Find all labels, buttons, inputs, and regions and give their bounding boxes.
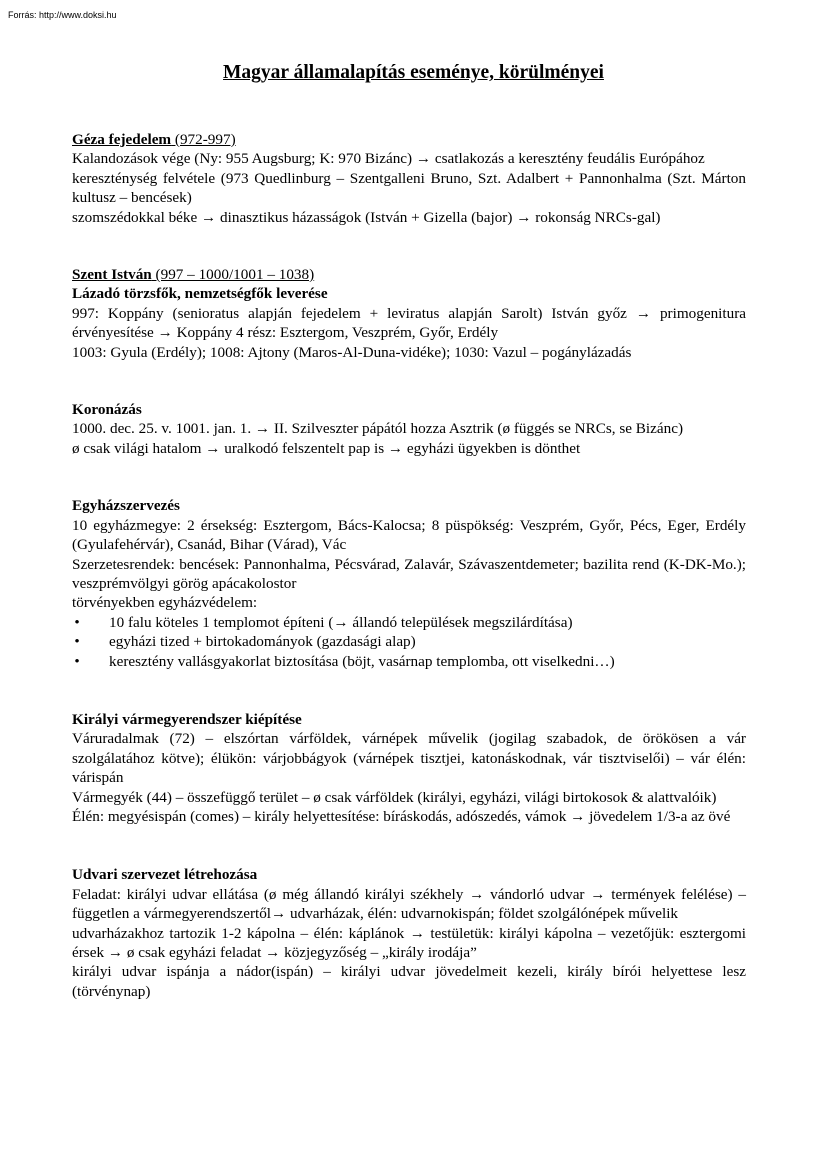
paragraph: Feladat: királyi udvar ellátása (ø még állandó királyi székhely → vándorló udvar → termények felélése) – független a vármegyerendszertől→ udvarházak, élén: udvarnokispán; földet szolgálónépek művelik (72, 885, 746, 923)
paragraph: ø csak világi hatalom → uralkodó felszentelt pap is → egyházi ügyekben is dönthet (72, 439, 581, 457)
list-item (72, 613, 746, 632)
section-koronazas (72, 400, 746, 458)
paragraph: 1003: Gyula (Erdély); 1008: Ajtony (Maros-Al-Duna-vidéke); 1030: Vazul – pogánylázadás (72, 343, 632, 361)
paragraph: Szerzetesrendek: bencések: Pannonhalma, Pécsvárad, Zalavár, Szávaszentdemeter; bazilita rend (K-DK-Mo.); veszprémvölgyi görög apácakolostor (72, 555, 746, 592)
section-heading-istvan (72, 265, 746, 284)
list-item-text: 10 falu köteles 1 templomot építeni (→ állandó települések megszilárdítása) (109, 613, 573, 631)
list-item-text: egyházi tized + birtokadományok (gazdasági alap) (109, 633, 416, 651)
subheading: Lázadó törzsfők, nemzetségfők leverése (72, 285, 328, 303)
heading-dates: (997 – 1000/1001 – 1038) (151, 266, 315, 284)
paragraph: udvarházakhoz tartozik 1-2 kápolna – élén: káplánok → testületük: királyi kápolna – vezetőjük: esztergomi érsek → ø csak egyházi feladat → közjegyzőség – „király irodája” (72, 924, 746, 961)
paragraph: Vármegyék (44) – összefüggő terület – ø csak várföldek (királyi, egyházi, világi birtokosok & alattvalóik) (72, 788, 717, 806)
section-udvar (72, 865, 746, 1001)
paragraph: 10 egyházmegye: 2 érsekség: Esztergom, Bács-Kalocsa; 8 püspökség: Veszprém, Győr, Pécs, Eger, Erdély (Gyulafehérvár), Csanád, Bihar (Várad), Vác (72, 516, 746, 554)
paragraph: 997: Koppány (senioratus alapján fejedelem + leviratus alapján Sarolt) István győz → primogenitura érvényesítése → Koppány 4 rész: Esztergom, Veszprém, Győr, Erdély (72, 304, 746, 342)
paragraph: Kalandozások vége (Ny: 955 Augsburg; K: 970 Bizánc) → csatlakozás a keresztény feudális Európához (72, 150, 705, 168)
paragraph: Élén: megyésispán (comes) – király helyettesítése: bíráskodás, adószedés, vámok → jövedelem 1/3-a az övé (72, 807, 731, 825)
section-istvan (72, 265, 746, 362)
paragraph: 1000. dec. 25. v. 1001. jan. 1. → II. Szilveszter pápától hozza Asztrik (ø függés se NRCs, se Bizánc) (72, 420, 684, 438)
source-note: Forrás: http://www.doksi.hu (8, 10, 117, 20)
section-heading-varmegye: Királyi vármegyerendszer kiépítése (72, 710, 302, 728)
section-heading-geza (72, 130, 746, 149)
bullet-list (72, 613, 746, 671)
list-item (72, 652, 746, 671)
page-title: Magyar államalapítás eseménye, körülményei (223, 62, 604, 83)
section-egyhazszervezes (72, 496, 746, 671)
list-item-text: keresztény vallásgyakorlat biztosítása (böjt, vasárnap templomba, ott viselkedni…) (109, 652, 615, 670)
bullet-icon: • (74, 652, 80, 670)
bullet-icon: • (74, 613, 80, 631)
paragraph: Váruradalmak (72) – elszórtan várföldek, várnépek művelik (jogilag szabadok, de örökösen a vár szolgálatához kötve); élükön: várjobbágyok (várnépek tisztjei, katonáskodnak, vár tisztviselői) – vár élén: várispán (72, 730, 746, 787)
section-heading-udvar: Udvari szervezet létrehozása (72, 866, 258, 884)
paragraph: törvényekben egyházvédelem: (72, 594, 258, 612)
section-heading-egyhaz: Egyházszervezés (72, 497, 180, 515)
section-heading-koronazas: Koronázás (72, 401, 142, 419)
heading-name: Géza fejedelem (72, 131, 172, 148)
section-geza (72, 130, 746, 227)
section-varmegye (72, 710, 746, 826)
heading-dates: (972-997) (171, 131, 236, 148)
paragraph: királyi udvar ispánja a nádor(ispán) – királyi udvar jövedelmeit kezeli, király bírói helyettese lesz (törvénynap) (72, 963, 746, 1000)
list-item (72, 632, 746, 651)
heading-name: Szent István (72, 266, 152, 284)
paragraph: szomszédokkal béke → dinasztikus házasságok (István + Gizella (bajor) → rokonság NRCs-gal) (72, 208, 661, 226)
paragraph: kereszténység felvétele (973 Quedlinburg – Szentgalleni Bruno, Szt. Adalbert + Pannonhalma (Szt. Márton kultusz – bencések) (72, 169, 746, 207)
bullet-icon: • (74, 633, 80, 651)
document-body (72, 130, 746, 1001)
